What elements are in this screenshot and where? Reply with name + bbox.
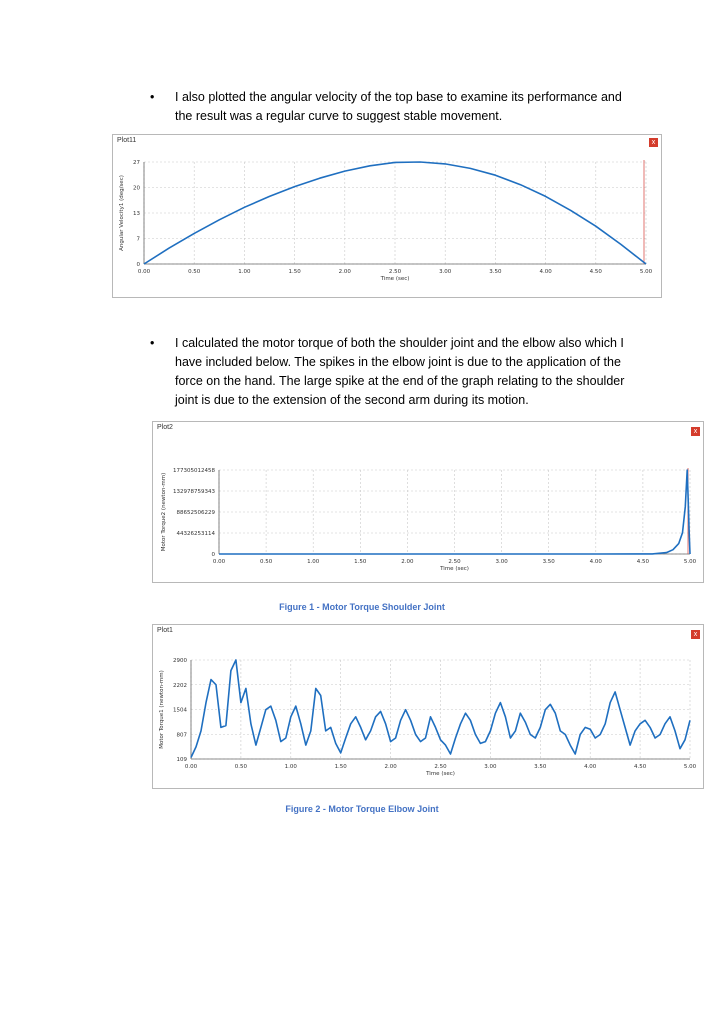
x-axis-label: Time (sec)	[380, 276, 410, 282]
x-tick-label: 2.50	[448, 559, 461, 565]
paragraph-line: I also plotted the angular velocity of the top base to examine its performance and	[175, 90, 622, 104]
bullet-dot: •	[150, 90, 155, 104]
x-tick-label: 4.00	[539, 269, 552, 275]
y-tick-label: 7	[136, 236, 140, 243]
series-line	[144, 162, 646, 264]
paragraph-line: joint is due to the extension of the second arm during its motion.	[175, 393, 529, 407]
plot-title: Plot11	[117, 137, 137, 144]
figure-2-caption: Figure 2 - Motor Torque Elbow Joint	[285, 804, 439, 814]
y-tick-label: 2202	[173, 682, 187, 689]
y-axis-label: Motor Torque1 (newton-mm)	[159, 670, 165, 749]
close-icon[interactable]: x	[649, 138, 658, 147]
x-axis-label: Time (sec)	[440, 566, 469, 572]
x-tick-label: 3.50	[542, 559, 555, 565]
x-tick-label: 0.50	[259, 559, 273, 565]
paragraph-line: have included below. The spikes in the elbow joint is due to the application of the	[175, 355, 621, 369]
x-tick-label: 2.50	[434, 764, 447, 770]
plot-title: Plot2	[157, 424, 173, 431]
paragraph-line: the result was a regular curve to suggest stable movement.	[175, 109, 503, 123]
angular-velocity-chart	[113, 135, 661, 297]
y-axis-label: Angular Velocity1 (deg/sec)	[119, 175, 125, 251]
x-tick-label: 0.50	[188, 269, 201, 275]
close-icon[interactable]: x	[691, 630, 700, 639]
y-tick-label: 109	[176, 757, 187, 763]
x-tick-label: 3.00	[484, 764, 497, 770]
bullet-dot: •	[150, 336, 155, 350]
x-tick-label: 3.00	[495, 559, 508, 565]
plot1-panel	[152, 624, 704, 789]
shoulder-torque-chart	[153, 422, 703, 582]
plot2-panel	[152, 421, 704, 583]
y-tick-label: 132978759343	[173, 489, 215, 495]
y-tick-label: 1504	[173, 707, 187, 714]
y-tick-label: 20	[133, 185, 140, 192]
x-tick-label: 1.00	[307, 559, 320, 565]
y-axis-label: Motor Torque2 (newton-mm)	[161, 472, 167, 552]
x-tick-label: 4.50	[636, 559, 650, 565]
x-tick-label: 5.00	[639, 269, 653, 275]
x-tick-label: 5.00	[683, 559, 697, 565]
x-tick-label: 4.50	[633, 764, 647, 770]
y-tick-label: 807	[176, 732, 187, 739]
close-icon[interactable]: x	[691, 427, 700, 436]
figure-1-caption: Figure 1 - Motor Torque Shoulder Joint	[279, 602, 445, 612]
y-tick-label: 27	[133, 160, 140, 166]
plot11-panel	[112, 134, 662, 298]
x-tick-label: 3.50	[534, 764, 547, 770]
bullet-paragraph-2	[150, 334, 640, 410]
x-tick-label: 3.50	[489, 269, 502, 275]
x-tick-label: 1.50	[354, 559, 367, 565]
x-axis-label: Time (sec)	[426, 771, 455, 777]
x-tick-label: 1.50	[288, 269, 301, 275]
x-tick-label: 2.50	[388, 269, 402, 275]
x-tick-label: 5.00	[683, 764, 697, 770]
x-tick-label: 3.00	[439, 269, 452, 275]
y-tick-label: 2900	[173, 658, 187, 664]
x-tick-label: 1.00	[238, 269, 251, 275]
x-tick-label: 0.50	[234, 764, 248, 770]
x-tick-label: 4.50	[589, 269, 602, 275]
x-tick-label: 2.00	[338, 269, 351, 275]
x-tick-label: 4.00	[589, 559, 602, 565]
y-tick-label: 0	[136, 262, 140, 268]
x-tick-label: 1.50	[334, 764, 347, 770]
x-tick-label: 2.00	[401, 559, 414, 565]
y-tick-label: 13	[133, 211, 140, 217]
x-tick-label: 4.00	[584, 764, 597, 770]
x-tick-label: 0.00	[137, 269, 151, 275]
x-tick-label: 0.00	[212, 559, 226, 565]
plot-title: Plot1	[157, 627, 173, 634]
paragraph-line: I calculated the motor torque of both the shoulder joint and the elbow also which I	[175, 336, 624, 350]
y-tick-label: 0	[211, 552, 215, 558]
y-tick-label: 88652506229	[176, 510, 215, 516]
x-tick-label: 0.00	[184, 764, 198, 770]
y-tick-label: 44326253114	[176, 531, 215, 537]
elbow-torque-chart	[153, 625, 703, 788]
x-tick-label: 1.00	[284, 764, 297, 770]
x-tick-label: 2.00	[384, 764, 397, 770]
y-tick-label: 177305012458	[173, 468, 215, 474]
paragraph-line: force on the hand. The large spike at the end of the graph relating to the shoulder	[175, 374, 625, 388]
bullet-paragraph-1	[150, 88, 640, 126]
